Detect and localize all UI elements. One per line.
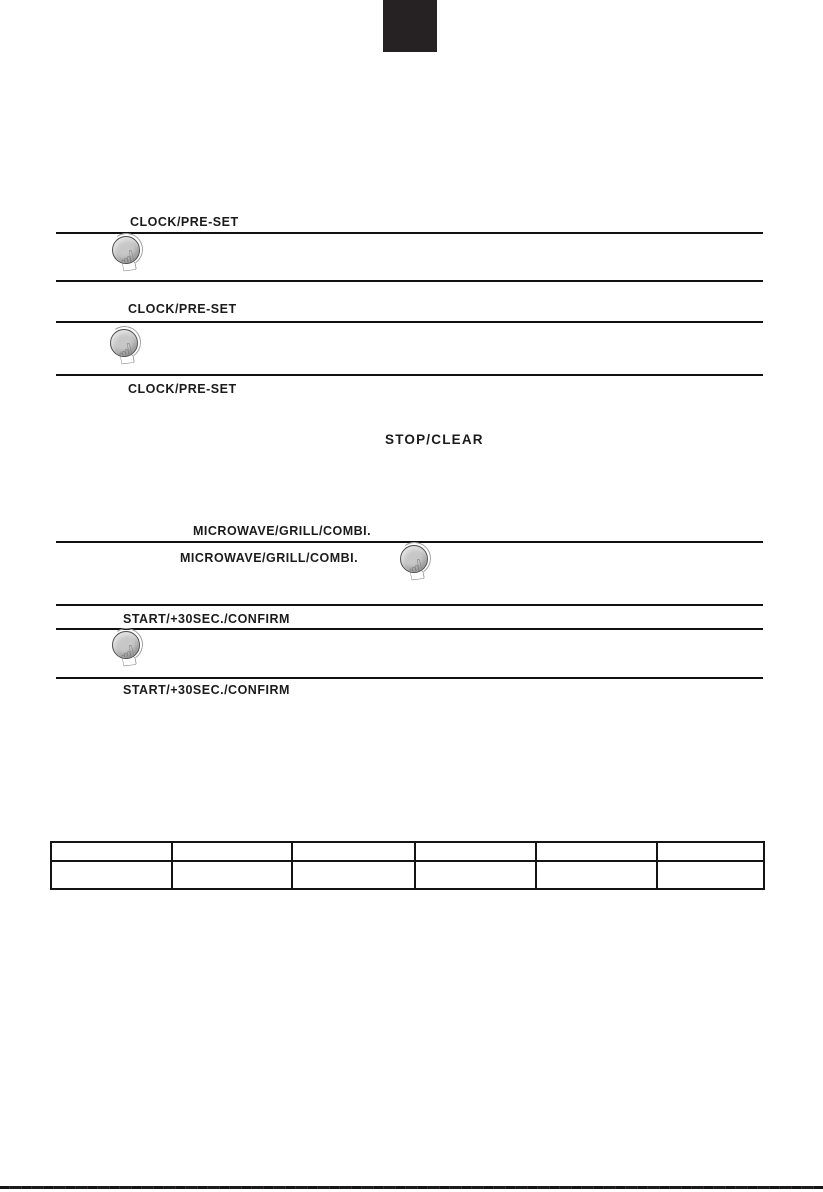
press-knob-hand-icon: [110, 329, 152, 377]
table-cell: [415, 861, 536, 889]
table-cell: [292, 861, 415, 889]
table-row: [51, 861, 764, 889]
rule-line: [56, 628, 763, 630]
rule-line: [56, 321, 763, 323]
press-knob-hand-icon: [112, 631, 154, 679]
table-header-cell: [657, 842, 764, 861]
press-knob-hand-icon: [400, 545, 442, 593]
rule-line: [56, 232, 763, 234]
clock-preset-label-3: CLOCK/PRE-SET: [128, 382, 237, 396]
rule-line: [56, 374, 763, 376]
table-cell: [51, 861, 172, 889]
table-header-row: [51, 842, 764, 861]
microwave-grill-combi-label-2: MICROWAVE/GRILL/COMBI.: [180, 551, 359, 565]
pressing-hand-icon: ☝: [116, 243, 141, 280]
stop-clear-label: STOP/CLEAR: [385, 432, 484, 447]
press-knob-hand-icon: [112, 236, 154, 284]
rule-line: [56, 604, 763, 606]
pressing-hand-icon: ☝: [116, 638, 141, 675]
pressing-hand-icon: ☝: [114, 336, 139, 373]
table-header-cell: [51, 842, 172, 861]
table-cell: [536, 861, 657, 889]
table-header-cell: [415, 842, 536, 861]
start-confirm-label-1: START/+30SEC./CONFIRM: [123, 612, 290, 626]
table-cell: [172, 861, 292, 889]
start-confirm-label-2: START/+30SEC./CONFIRM: [123, 683, 290, 697]
table-header-cell: [292, 842, 415, 861]
top-black-box: [383, 0, 437, 52]
empty-table: [50, 841, 765, 890]
pressing-hand-icon: ☝: [404, 552, 429, 589]
page-bottom-scan-edge: [0, 1186, 823, 1189]
rule-line: [56, 280, 763, 282]
microwave-grill-combi-label-1: MICROWAVE/GRILL/COMBI.: [193, 524, 372, 538]
table-header-cell: [172, 842, 292, 861]
table-header-cell: [536, 842, 657, 861]
table-cell: [657, 861, 764, 889]
table: [50, 841, 765, 890]
clock-preset-label-2: CLOCK/PRE-SET: [128, 302, 237, 316]
rule-line: [56, 677, 763, 679]
clock-preset-label-1: CLOCK/PRE-SET: [130, 215, 239, 229]
